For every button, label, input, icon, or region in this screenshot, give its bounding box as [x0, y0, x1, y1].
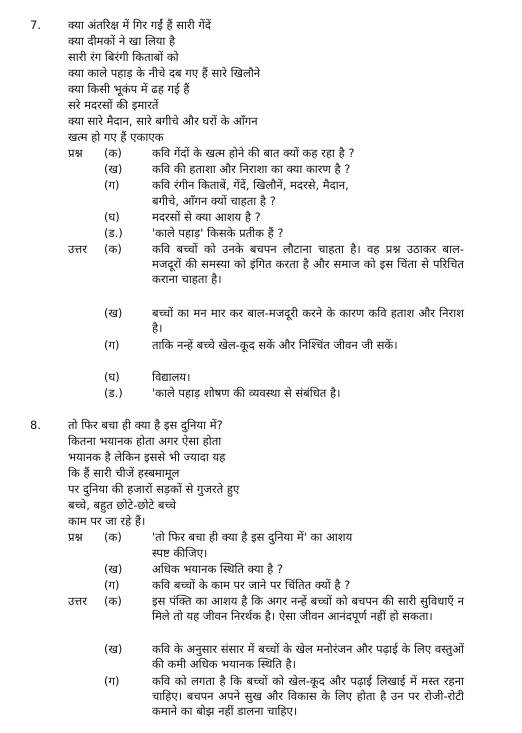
- poem-line: काम पर जा रहे हैं।: [68, 514, 146, 528]
- question-text: 'तो फिर बचा ही क्या है इस दुनिया में' का आशय: [152, 530, 353, 544]
- poem-line: बच्चे, बहुत छोटे-छोटे बच्चे: [68, 498, 177, 512]
- question-text: कवि गेंदों के खत्म होने की बात क्यों कह रहा है ?: [152, 146, 355, 160]
- poem-line: सरे मदरसों की इमारतें: [68, 98, 159, 112]
- sub-label: (ख): [104, 642, 123, 656]
- poem-line: क्या दीमकों ने खा लिया है: [68, 34, 176, 48]
- prashn-label: प्रश्न: [68, 530, 83, 544]
- question-text: अधिक भयानक स्थिति क्या है ?: [152, 562, 284, 576]
- poem-line: कि हैं सारी चीजें हस्बमामूल: [68, 466, 180, 480]
- sub-label: (घ): [104, 370, 120, 384]
- answer-text: बच्चों का मन मार कर बाल-मजदूरी करने के कारण कवि हताश और निराश है।: [152, 306, 464, 335]
- sub-label: (क): [104, 146, 122, 160]
- sub-label: (ड.): [104, 386, 123, 400]
- poem-line: पर दुनिया की हजारों सड़कों से गुजरते हुए: [68, 482, 240, 496]
- sub-label: (क): [104, 242, 122, 256]
- question-text: कवि रंगीन किताबें, गेंदें, खिलौनें, मदरसे, मैदान,: [152, 178, 349, 192]
- poem-line: भयानक है लेकिन इससे भी ज्यादा यह: [68, 450, 226, 464]
- prashn-label: प्रश्न: [68, 146, 83, 160]
- answer-text: ताकि नन्हें बच्चे खेल-कूद सकें और निश्चिंत जीवन जी सकें।: [152, 338, 398, 352]
- poem-line: तो फिर बचा ही क्या है इस दुनिया में?: [68, 418, 223, 432]
- sub-label: (ड.): [104, 226, 123, 240]
- poem-line: सारी रंग बिरंगी किताबों को: [68, 50, 179, 64]
- sub-label: (क): [104, 530, 122, 544]
- poem-line: कितना भयानक होता अगर ऐसा होता: [68, 434, 222, 448]
- answer-text: कवि को लगता है कि बच्चों को खेल-कूद और पढ़ाई लिखाई में मस्त रहना चाहिए। बचपन अपने सुख और विकास के लिए होता है उन पर रोजी-रोटी कमाने का बोझ नहीं डालना चाहिए।: [152, 674, 464, 718]
- sub-label: (ख): [104, 562, 123, 576]
- question-number: 7.: [30, 18, 41, 32]
- answer-text: कवि बच्चों को उनके बचपन लौटाना चाहता है। वह प्रश्न उठाकर बाल-मजदूरों की समस्या को इंगित करता है और समाज को इस चिंता से परिचित कराना चाहता है।: [152, 242, 464, 286]
- poem-line: खत्म हो गए हैं एकाएक: [68, 130, 164, 144]
- question-text: बगीचे, आँगन क्यों चाहता है ?: [152, 194, 276, 208]
- question-text: कवि की हताशा और निराशा का क्या कारण है ?: [152, 162, 351, 176]
- sub-label: (ख): [104, 306, 123, 320]
- answer-text: 'काले पहाड़ शोषण की व्यवस्था से संबंधित है।: [152, 386, 341, 400]
- sub-label: (क): [104, 594, 122, 608]
- poem-line: क्या सारे मैदान, सारे बगीचे और घरों के आँगन: [68, 114, 258, 128]
- question-text: स्पष्ट कीजिए।: [152, 546, 208, 560]
- sub-label: (ख): [104, 162, 123, 176]
- uttar-label: उत्तर: [68, 242, 87, 256]
- sub-label: (घ): [104, 210, 120, 224]
- sub-label: (ग): [104, 178, 120, 192]
- answer-text: कवि के अनुसार संसार में बच्चों के खेल मनोरंजन और पढ़ाई के लिए वस्तुओं की कमी अधिक भयानक स्थिति है।: [152, 642, 464, 671]
- uttar-label: उत्तर: [68, 594, 87, 608]
- sub-label: (ग): [104, 338, 120, 352]
- answer-text: विद्यालय।: [152, 370, 191, 384]
- sub-label: (ग): [104, 578, 120, 592]
- question-text: 'काले पहाड़' किसके प्रतीक हैं ?: [152, 226, 284, 240]
- poem-line: क्या किसी भूकंप में ढह गई हैं: [68, 82, 190, 96]
- poem-line: क्या अंतरिक्ष में गिर गईं हैं सारी गेंदें: [68, 18, 211, 32]
- answer-text: इस पंक्ति का आशय है कि अगर नन्हें बच्चों को बचपन की सारी सुविधाएँ न मिले तो यह जीवन निरर्थक है। ऐसा जीवन आनंदपूर्ण नहीं हो सकता।: [152, 594, 464, 623]
- question-text: मदरसों से क्या आशय है ?: [152, 210, 261, 224]
- poem-line: क्या काले पहाड़ के नीचे दब गए हैं सारे खिलौने: [68, 66, 261, 80]
- question-text: कवि बच्चों के काम पर जाने पर चिंतित क्यों है ?: [152, 578, 351, 592]
- sub-label: (ग): [104, 674, 120, 688]
- question-number: 8.: [30, 418, 41, 432]
